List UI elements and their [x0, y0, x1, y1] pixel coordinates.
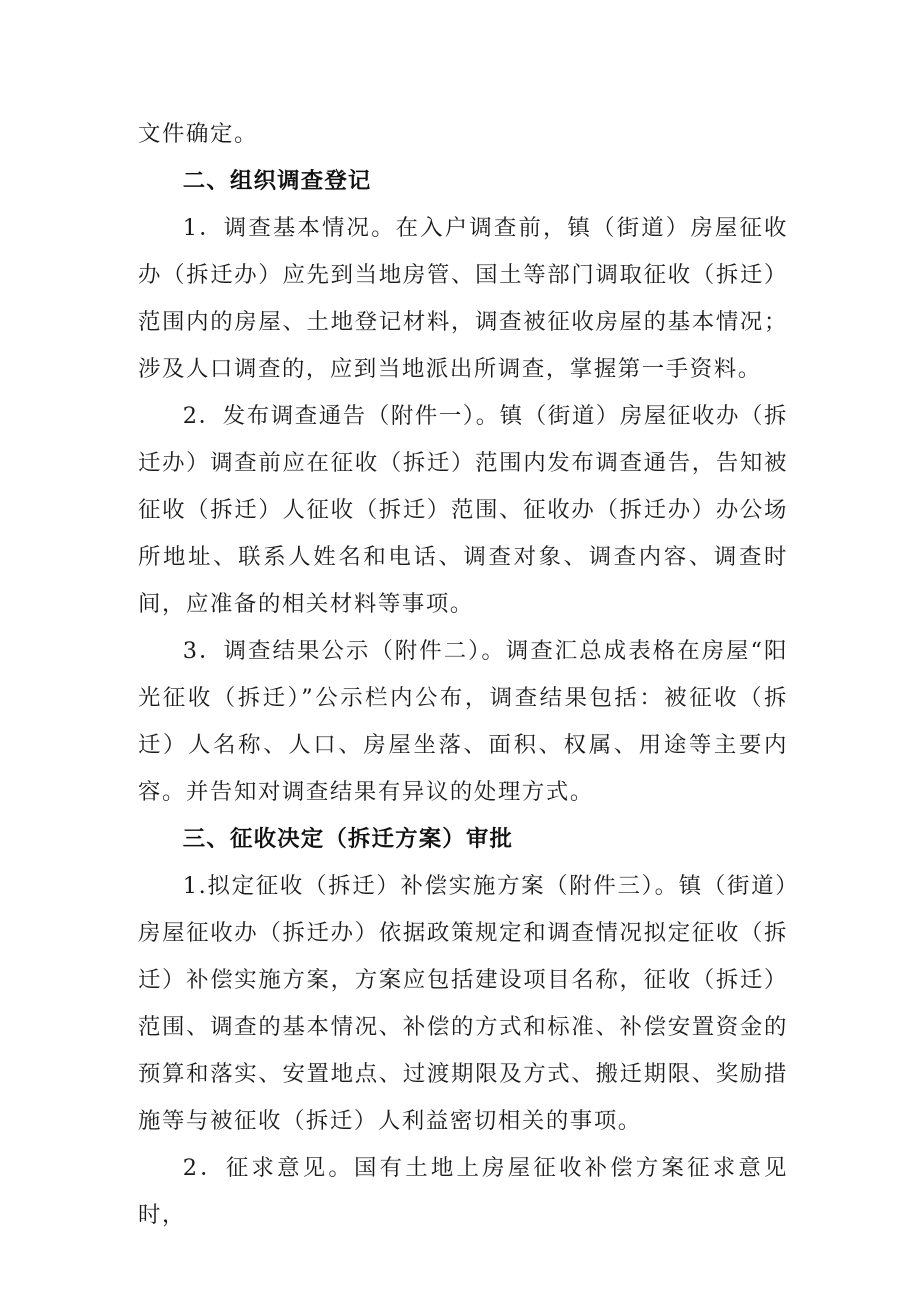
section-heading-approval: 三、征收决定（拆迁方案）审批	[182, 826, 514, 852]
paragraph-survey-publicity: 3．调查结果公示（附件二）。调查汇总成表格在房屋“阳光征收（拆迁）”公示栏内公布，调查结果包括：被征收（拆迁）人名称、人口、房屋坐落、面积、权属、用途等主要内容。并告知对调查结果有异议的处理方式。	[138, 638, 788, 805]
paragraph-compensation-plan: 1.拟定征收（拆迁）补偿实施方案（附件三）。镇（街道）房屋征收办（拆迁办）依据政策规定和调查情况拟定征收（拆迁）补偿实施方案，方案应包括建设项目名称，征收（拆迁）范围、调查的基本情况、补偿的方式和标准、补偿安置资金的预算和落实、安置地点、过渡期限及方式、搬迁期限、奖励措施等与被征收（拆迁）人利益密切相关的事项。	[138, 873, 788, 1134]
paragraph-survey-notice: 2．发布调查通告（附件一）。镇（街道）房屋征收办（拆迁办）调查前应在征收（拆迁）范围内发布调查通告，告知被征收（拆迁）人征收（拆迁）范围、征收办（拆迁办）办公场所地址、联系人姓名和电话、调查对象、调查内容、调查时间，应准备的相关材料等事项。	[138, 403, 788, 617]
paragraph-solicit-opinions: 2．征求意见。国有土地上房屋征收补偿方案征求意见时，	[138, 1155, 788, 1228]
document-body	[138, 111, 788, 1239]
section-heading-investigation: 二、组织调查登记	[182, 168, 372, 194]
continuation-text: 文件确定。	[138, 121, 258, 147]
paragraph-basic-survey: 1．调查基本情况。在入户调查前，镇（街道）房屋征收办（拆迁办）应先到当地房管、国土等部门调取征收（拆迁）范围内的房屋、土地登记材料，调查被征收房屋的基本情况；涉及人口调查的，应到当地派出所调查，掌握第一手资料。	[138, 215, 788, 382]
